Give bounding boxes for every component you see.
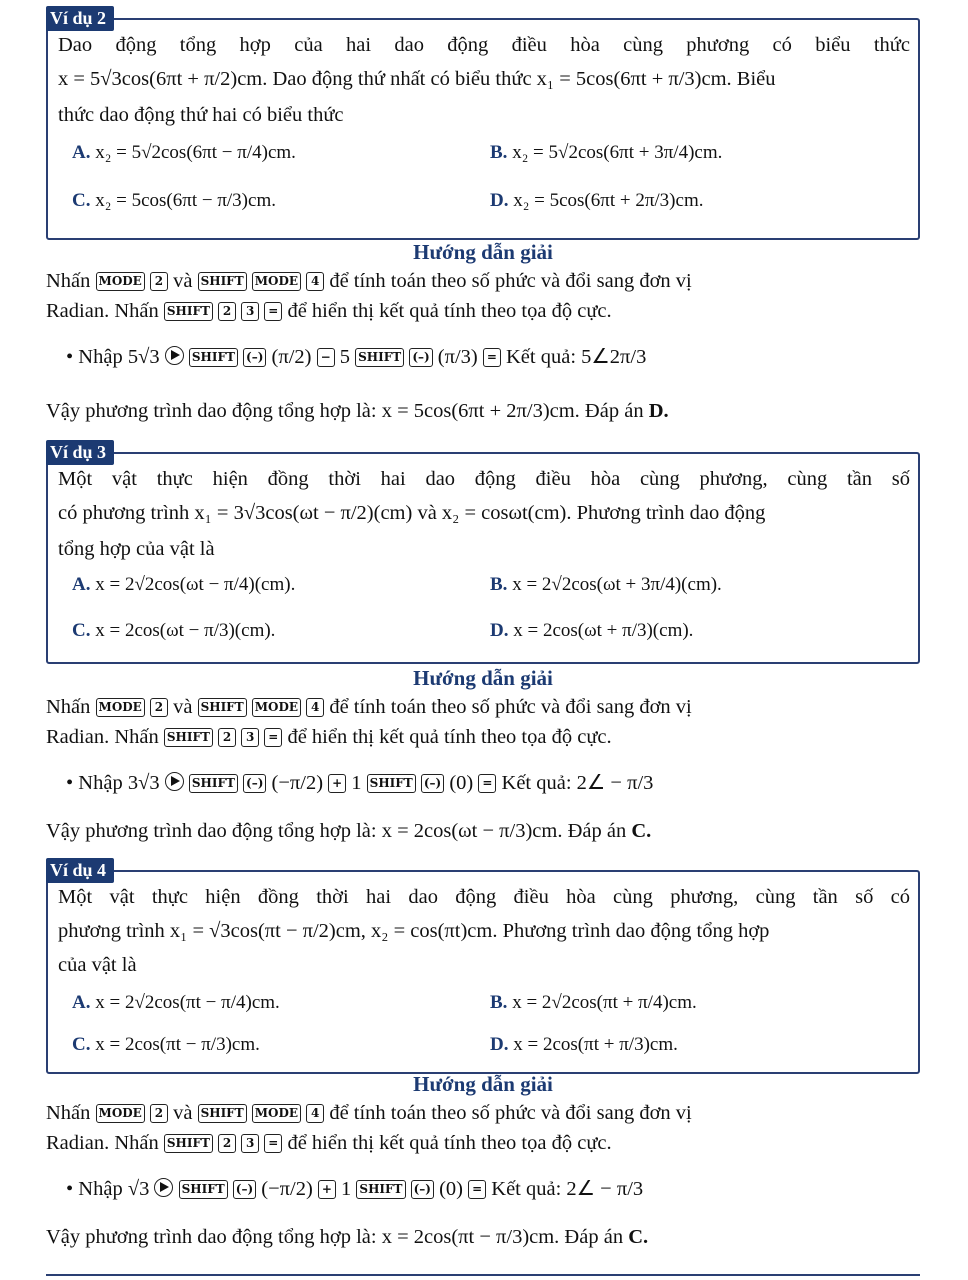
text: để tính toán theo số phức và đổi sang đơn vị	[329, 1102, 692, 1124]
text: (−π/2)	[271, 772, 324, 794]
text: (π/3)	[437, 346, 478, 368]
option-text: x = 2cos(πt + π/3)cm.	[513, 1034, 678, 1055]
option-a[interactable]	[72, 992, 280, 1014]
guide-line-2	[46, 1132, 920, 1155]
key-4: 4	[306, 1104, 324, 1123]
play-right-icon	[165, 346, 184, 365]
example-3	[46, 440, 920, 850]
option-b[interactable]	[490, 142, 722, 164]
text: • Nhập 5√3	[66, 346, 160, 368]
guide-line-1	[46, 1102, 920, 1125]
option-label: B.	[490, 142, 508, 163]
play-right-icon	[165, 772, 184, 791]
option-text: x = 2cos(πt − π/3)cm.	[95, 1034, 260, 1055]
text: Nhấn	[46, 1102, 91, 1124]
key-negative: (–)	[243, 348, 266, 367]
text: Vậy phương trình dao động tổng hợp là: x = 2cos(ωt − π/3)cm. Đáp án	[46, 820, 627, 842]
option-d[interactable]	[490, 190, 703, 212]
option-label: D.	[490, 1034, 509, 1055]
guide-line-1	[46, 270, 920, 293]
key-2: 2	[150, 1104, 168, 1123]
text: • Nhập 3√3	[66, 772, 160, 794]
option-text: x₂ = 5cos(6πt + 2π/3)cm.	[513, 190, 704, 211]
key-mode: MODE	[96, 272, 145, 291]
question-line: phương trình x₁ = √3cos(πt − π/2)cm, x₂ = cos(πt)cm. Phương trình dao động tổng hợp	[58, 920, 770, 942]
example-4	[46, 858, 920, 1268]
text: và	[173, 270, 193, 292]
key-equals: =	[264, 302, 282, 321]
text: để hiển thị kết quả tính theo tọa độ cực.	[287, 1132, 612, 1154]
text: (−π/2)	[261, 1178, 313, 1200]
text: Nhấn	[46, 696, 91, 718]
option-label: A.	[72, 992, 91, 1013]
key-mode: MODE	[96, 1104, 145, 1123]
option-b[interactable]	[490, 574, 722, 596]
key-2: 2	[218, 728, 236, 747]
question-line: Một vật thực hiện đồng thời hai dao động điều hòa cùng phương, cùng tần số có	[58, 886, 910, 908]
option-text: x₂ = 5cos(6πt − π/3)cm.	[95, 190, 276, 211]
option-label: B.	[490, 992, 508, 1013]
result-text: Kết quả: 2∠ − π/3	[491, 1178, 644, 1200]
guide-title: Hướng dẫn giải	[413, 666, 553, 690]
key-equals: =	[483, 348, 501, 367]
guide-title: Hướng dẫn giải	[413, 1072, 553, 1096]
text: 1	[351, 772, 362, 794]
key-minus: −	[317, 348, 335, 367]
key-shift: SHIFT	[164, 728, 213, 747]
answer: C.	[631, 820, 652, 842]
key-plus: +	[318, 1180, 336, 1199]
example-tag: Ví dụ 4	[46, 858, 114, 883]
key-negative: (–)	[409, 348, 432, 367]
question-line: Dao động tổng hợp của hai dao động điều hòa cùng phương có biểu thức	[58, 34, 910, 56]
key-negative: (–)	[243, 774, 266, 793]
guide-line-2	[46, 726, 920, 749]
conclusion	[46, 400, 920, 423]
question-box	[46, 452, 920, 664]
option-text: x₂ = 5√2cos(6πt − π/4)cm.	[95, 142, 296, 163]
key-2: 2	[218, 302, 236, 321]
key-shift: SHIFT	[356, 1180, 405, 1199]
key-mode: MODE	[252, 272, 301, 291]
key-shift: SHIFT	[198, 1104, 247, 1123]
option-a[interactable]	[72, 142, 296, 164]
play-right-icon	[154, 1178, 173, 1197]
option-a[interactable]	[72, 574, 295, 596]
question-line: tổng hợp của vật là	[58, 538, 215, 560]
key-2: 2	[218, 1134, 236, 1153]
option-text: x = 2√2cos(ωt + 3π/4)(cm).	[512, 574, 722, 595]
option-label: C.	[72, 1034, 91, 1055]
text: và	[173, 1102, 193, 1124]
option-label: D.	[490, 190, 509, 211]
option-d[interactable]	[490, 1034, 678, 1056]
answer: C.	[628, 1226, 649, 1248]
text: để hiển thị kết quả tính theo tọa độ cực.	[287, 726, 612, 748]
example-2	[46, 6, 920, 426]
text: (0)	[449, 772, 474, 794]
text: Radian. Nhấn	[46, 300, 159, 322]
input-line	[66, 770, 920, 795]
bottom-divider	[46, 1274, 920, 1276]
text: (π/2)	[271, 346, 312, 368]
question-line: của vật là	[58, 954, 137, 976]
key-3: 3	[241, 302, 259, 321]
key-mode: MODE	[252, 698, 301, 717]
guide-line-2	[46, 300, 920, 323]
option-c[interactable]	[72, 190, 276, 212]
option-text: x = 2√2cos(πt − π/4)cm.	[95, 992, 280, 1013]
key-negative: (–)	[421, 774, 444, 793]
text: Vậy phương trình dao động tổng hợp là: x = 2cos(πt − π/3)cm. Đáp án	[46, 1226, 624, 1248]
text: (0)	[439, 1178, 464, 1200]
key-shift: SHIFT	[179, 1180, 228, 1199]
key-shift: SHIFT	[164, 302, 213, 321]
option-c[interactable]	[72, 620, 275, 642]
key-shift: SHIFT	[164, 1134, 213, 1153]
question-box	[46, 870, 920, 1074]
text: Radian. Nhấn	[46, 1132, 159, 1154]
option-label: D.	[490, 620, 509, 641]
key-4: 4	[306, 698, 324, 717]
question-line: x = 5√3cos(6πt + π/2)cm. Dao động thứ nhất có biểu thức x₁ = 5cos(6πt + π/3)cm. Biểu	[58, 68, 776, 90]
option-b[interactable]	[490, 992, 697, 1014]
input-line	[66, 1176, 920, 1201]
option-text: x₂ = 5√2cos(6πt + 3π/4)cm.	[512, 142, 723, 163]
text: 1	[341, 1178, 352, 1200]
key-shift: SHIFT	[189, 348, 238, 367]
key-2: 2	[150, 272, 168, 291]
text: để tính toán theo số phức và đổi sang đơn vị	[329, 696, 692, 718]
text: Vậy phương trình dao động tổng hợp là: x = 5cos(6πt + 2π/3)cm. Đáp án	[46, 400, 644, 422]
option-label: A.	[72, 142, 91, 163]
question-line: Một vật thực hiện đồng thời hai dao động điều hòa cùng phương, cùng tần số	[58, 468, 910, 490]
question-line: có phương trình x₁ = 3√3cos(ωt − π/2)(cm) và x₂ = cosωt(cm). Phương trình dao động	[58, 502, 766, 524]
key-equals: =	[264, 728, 282, 747]
text: • Nhập √3	[66, 1178, 150, 1200]
key-negative: (–)	[411, 1180, 434, 1199]
example-tag: Ví dụ 3	[46, 440, 114, 465]
option-d[interactable]	[490, 620, 693, 642]
key-equals: =	[468, 1180, 486, 1199]
key-shift: SHIFT	[198, 272, 247, 291]
guide-title: Hướng dẫn giải	[413, 240, 553, 264]
key-shift: SHIFT	[367, 774, 416, 793]
option-text: x = 2√2cos(πt + π/4)cm.	[512, 992, 697, 1013]
text: để hiển thị kết quả tính theo tọa độ cực.	[287, 300, 612, 322]
key-equals: =	[264, 1134, 282, 1153]
result-text: Kết quả: 2∠ − π/3	[501, 772, 654, 794]
key-plus: +	[328, 774, 346, 793]
option-c[interactable]	[72, 1034, 260, 1056]
option-label: A.	[72, 574, 91, 595]
input-line	[66, 344, 920, 369]
key-2: 2	[150, 698, 168, 717]
option-text: x = 2cos(ωt − π/3)(cm).	[95, 620, 276, 641]
question-box	[46, 18, 920, 240]
key-shift: SHIFT	[355, 348, 404, 367]
key-shift: SHIFT	[189, 774, 238, 793]
key-mode: MODE	[252, 1104, 301, 1123]
guide-line-1	[46, 696, 920, 719]
key-shift: SHIFT	[198, 698, 247, 717]
conclusion	[46, 820, 920, 843]
key-3: 3	[241, 1134, 259, 1153]
text: 5	[339, 346, 350, 368]
key-negative: (–)	[233, 1180, 256, 1199]
option-label: C.	[72, 190, 91, 211]
key-3: 3	[241, 728, 259, 747]
text: và	[173, 696, 193, 718]
option-label: C.	[72, 620, 91, 641]
option-label: B.	[490, 574, 508, 595]
text: Radian. Nhấn	[46, 726, 159, 748]
text: để tính toán theo số phức và đổi sang đơn vị	[329, 270, 692, 292]
option-text: x = 2cos(ωt + π/3)(cm).	[513, 620, 694, 641]
result-text: Kết quả: 5∠2π/3	[506, 346, 647, 368]
question-line: thức dao động thứ hai có biểu thức	[58, 104, 344, 126]
key-4: 4	[306, 272, 324, 291]
answer: D.	[648, 400, 669, 422]
text: Nhấn	[46, 270, 91, 292]
key-equals: =	[478, 774, 496, 793]
key-mode: MODE	[96, 698, 145, 717]
option-text: x = 2√2cos(ωt − π/4)(cm).	[95, 574, 296, 595]
conclusion	[46, 1226, 920, 1249]
example-tag: Ví dụ 2	[46, 6, 114, 31]
